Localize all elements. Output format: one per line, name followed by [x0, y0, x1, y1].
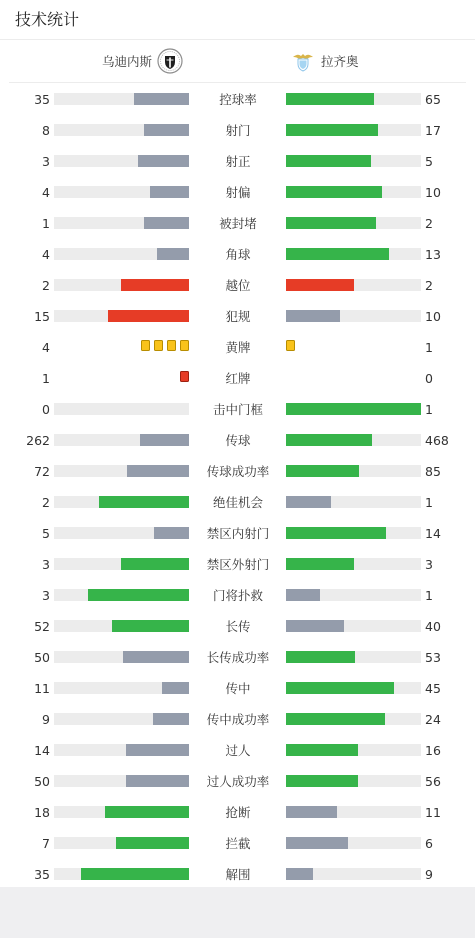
home-bar-fill	[140, 434, 189, 446]
stat-label: 射门	[225, 123, 251, 138]
home-value: 52	[34, 619, 50, 634]
away-bar-track	[286, 496, 421, 508]
home-bar-fill	[157, 248, 189, 260]
home-value: 72	[34, 464, 50, 479]
stat-row	[0, 146, 475, 177]
away-bar-fill	[286, 217, 376, 229]
yellow-card-icon	[167, 340, 176, 351]
home-bar-fill	[116, 837, 189, 849]
home-bar-track	[54, 527, 189, 539]
home-bar-track	[54, 465, 189, 477]
stat-label: 过人成功率	[206, 774, 270, 789]
home-bar-track	[54, 620, 189, 632]
away-bar-track	[286, 186, 421, 198]
away-bar-fill	[286, 744, 358, 756]
stat-label: 黄牌	[225, 340, 251, 355]
stat-label: 被封堵	[219, 216, 257, 231]
stat-row	[0, 115, 475, 146]
away-bar-fill	[286, 682, 394, 694]
stat-label: 犯规	[225, 309, 251, 324]
away-bar-fill	[286, 93, 374, 105]
away-value: 45	[425, 681, 441, 696]
away-value: 5	[425, 154, 433, 169]
home-bar-track	[54, 496, 189, 508]
home-bar-track	[54, 713, 189, 725]
away-bar-track	[286, 124, 421, 136]
away-bar-fill	[286, 124, 378, 136]
away-bar-track	[286, 279, 421, 291]
away-value: 1	[425, 588, 433, 603]
away-bar-fill	[286, 186, 382, 198]
stat-label: 长传成功率	[206, 650, 270, 665]
away-value: 6	[425, 836, 433, 851]
away-bar-track	[286, 806, 421, 818]
home-bar-fill	[138, 155, 189, 167]
away-bar-fill	[286, 248, 389, 260]
away-bar-fill	[286, 558, 354, 570]
home-bar-fill	[105, 806, 189, 818]
yellow-card-icon	[154, 340, 163, 351]
away-value: 1	[425, 340, 433, 355]
away-bar-track	[286, 465, 421, 477]
away-bar-track	[286, 217, 421, 229]
stat-row	[0, 84, 475, 115]
stat-row	[0, 642, 475, 673]
home-bar-track	[54, 558, 189, 570]
page-title: 技术统计	[0, 0, 475, 40]
stat-label: 传中	[225, 681, 251, 696]
home-value: 9	[42, 712, 50, 727]
home-bar-fill	[150, 186, 189, 198]
home-value: 11	[34, 681, 50, 696]
home-bar-fill	[144, 217, 189, 229]
home-bar-track	[54, 186, 189, 198]
stat-label: 越位	[225, 278, 251, 293]
home-bar-track	[54, 434, 189, 446]
home-bar-fill	[127, 465, 189, 477]
stat-label: 角球	[225, 247, 251, 262]
home-value: 1	[42, 371, 50, 386]
home-bar-track	[54, 589, 189, 601]
home-value: 35	[34, 867, 50, 882]
home-value: 4	[42, 340, 50, 355]
home-bar-track	[54, 744, 189, 756]
away-bar-track	[286, 527, 421, 539]
away-bar-fill	[286, 155, 371, 167]
away-bar-track	[286, 775, 421, 787]
home-bar-track	[54, 248, 189, 260]
away-value: 17	[425, 123, 441, 138]
home-bar-track	[54, 155, 189, 167]
stat-row	[0, 208, 475, 239]
home-value: 4	[42, 247, 50, 262]
away-bar-fill	[286, 279, 354, 291]
home-bar-track	[54, 217, 189, 229]
away-value: 2	[425, 216, 433, 231]
yellow-card-icon	[180, 340, 189, 351]
away-value: 85	[425, 464, 441, 479]
stat-row	[0, 332, 475, 363]
stat-row	[0, 859, 475, 890]
stat-label: 控球率	[219, 92, 257, 107]
stat-label: 传球	[225, 433, 251, 448]
home-value: 3	[42, 588, 50, 603]
home-value: 7	[42, 836, 50, 851]
stat-label: 禁区内射门	[206, 526, 270, 541]
away-bar-track	[286, 620, 421, 632]
away-bar-track	[286, 155, 421, 167]
home-bar-track	[54, 124, 189, 136]
away-team[interactable]	[290, 48, 359, 74]
udinese-crest-icon	[157, 48, 183, 74]
home-bar-track	[54, 403, 189, 415]
away-bar-fill	[286, 651, 355, 663]
home-bar-fill	[162, 682, 189, 694]
stat-label: 解围	[225, 867, 251, 882]
yellow-card-icon	[286, 340, 295, 351]
stat-label: 长传	[225, 619, 251, 634]
away-bar-fill	[286, 465, 359, 477]
home-value: 5	[42, 526, 50, 541]
away-bar-track	[286, 248, 421, 260]
away-value: 10	[425, 309, 441, 324]
away-value: 56	[425, 774, 441, 789]
home-bar-fill	[123, 651, 189, 663]
stat-row	[0, 549, 475, 580]
away-bar-track	[286, 868, 421, 880]
away-value: 40	[425, 619, 441, 634]
away-bar-fill	[286, 527, 386, 539]
home-team-name: 乌迪内斯	[101, 54, 152, 69]
away-value: 65	[425, 92, 441, 107]
stats-list	[0, 83, 475, 890]
home-red-cards	[180, 371, 189, 382]
home-value: 1	[42, 216, 50, 231]
away-bar-fill	[286, 434, 372, 446]
stat-row	[0, 735, 475, 766]
home-bar-fill	[153, 713, 189, 725]
stat-row	[0, 611, 475, 642]
home-value: 50	[34, 774, 50, 789]
away-bar-track	[286, 682, 421, 694]
stat-row	[0, 580, 475, 611]
away-bar-track	[286, 434, 421, 446]
away-value: 9	[425, 867, 433, 882]
stat-row	[0, 301, 475, 332]
home-bar-track	[54, 310, 189, 322]
away-value: 13	[425, 247, 441, 262]
home-bar-fill	[81, 868, 189, 880]
away-value: 3	[425, 557, 433, 572]
stat-label: 击中门框	[212, 402, 263, 417]
stat-row	[0, 766, 475, 797]
away-yellow-cards	[286, 340, 295, 351]
home-value: 3	[42, 154, 50, 169]
home-value: 3	[42, 557, 50, 572]
stat-label: 传球成功率	[206, 464, 270, 479]
red-card-icon	[180, 371, 189, 382]
away-value: 1	[425, 495, 433, 510]
stat-row	[0, 456, 475, 487]
home-value: 4	[42, 185, 50, 200]
away-bar-track	[286, 713, 421, 725]
stat-label: 过人	[225, 743, 251, 758]
home-value: 262	[26, 433, 50, 448]
home-value: 8	[42, 123, 50, 138]
home-bar-fill	[121, 279, 189, 291]
stat-row	[0, 797, 475, 828]
home-bar-fill	[121, 558, 189, 570]
away-bar-track	[286, 589, 421, 601]
home-bar-track	[54, 868, 189, 880]
stat-label: 红牌	[225, 371, 251, 386]
away-bar-track	[286, 403, 421, 415]
away-bar-fill	[286, 806, 337, 818]
stat-row	[0, 828, 475, 859]
stat-label: 射偏	[225, 185, 251, 200]
away-value: 10	[425, 185, 441, 200]
stat-row	[0, 394, 475, 425]
away-value: 24	[425, 712, 441, 727]
stat-row	[0, 239, 475, 270]
stat-row	[0, 270, 475, 301]
teams-header	[9, 40, 466, 83]
home-bar-track	[54, 682, 189, 694]
home-bar-fill	[126, 744, 189, 756]
stat-label: 门将扑救	[212, 588, 263, 603]
away-bar-fill	[286, 403, 421, 415]
away-value: 468	[425, 433, 449, 448]
away-value: 2	[425, 278, 433, 293]
home-value: 35	[34, 92, 50, 107]
home-team[interactable]	[102, 48, 183, 74]
stat-label: 抢断	[225, 805, 251, 820]
stat-label: 传中成功率	[206, 712, 270, 727]
home-bar-fill	[134, 93, 189, 105]
stat-row	[0, 177, 475, 208]
lazio-crest-icon	[290, 48, 316, 74]
home-value: 2	[42, 495, 50, 510]
away-bar-track	[286, 558, 421, 570]
away-value: 16	[425, 743, 441, 758]
away-bar-fill	[286, 620, 344, 632]
home-bar-fill	[88, 589, 189, 601]
away-bar-fill	[286, 310, 340, 322]
away-bar-fill	[286, 775, 358, 787]
home-bar-fill	[99, 496, 189, 508]
home-yellow-cards	[141, 340, 189, 351]
home-bar-track	[54, 837, 189, 849]
away-bar-fill	[286, 868, 313, 880]
yellow-card-icon	[141, 340, 150, 351]
away-bar-track	[286, 310, 421, 322]
home-value: 50	[34, 650, 50, 665]
stat-row	[0, 425, 475, 456]
home-bar-track	[54, 806, 189, 818]
away-bar-fill	[286, 496, 331, 508]
stat-label: 禁区外射门	[206, 557, 270, 572]
stat-row	[0, 363, 475, 394]
home-bar-track	[54, 279, 189, 291]
stat-row	[0, 673, 475, 704]
stat-row	[0, 704, 475, 735]
away-team-name: 拉齐奥	[321, 54, 359, 69]
away-value: 0	[425, 371, 433, 386]
away-bar-fill	[286, 589, 320, 601]
away-value: 11	[425, 805, 441, 820]
home-value: 0	[42, 402, 50, 417]
away-value: 53	[425, 650, 441, 665]
home-value: 14	[34, 743, 50, 758]
stat-label: 射正	[225, 154, 251, 169]
stat-row	[0, 487, 475, 518]
away-bar-track	[286, 651, 421, 663]
home-value: 2	[42, 278, 50, 293]
away-value: 1	[425, 402, 433, 417]
away-bar-fill	[286, 713, 385, 725]
away-value: 14	[425, 526, 441, 541]
home-bar-fill	[126, 775, 189, 787]
away-bar-fill	[286, 837, 348, 849]
stat-label: 绝佳机会	[212, 495, 263, 510]
away-bar-track	[286, 744, 421, 756]
home-value: 18	[34, 805, 50, 820]
away-bar-track	[286, 837, 421, 849]
stat-row	[0, 518, 475, 549]
home-bar-fill	[144, 124, 189, 136]
home-bar-fill	[108, 310, 189, 322]
home-value: 15	[34, 309, 50, 324]
away-bar-track	[286, 93, 421, 105]
home-bar-fill	[154, 527, 189, 539]
home-bar-fill	[112, 620, 189, 632]
home-bar-track	[54, 93, 189, 105]
home-bar-track	[54, 651, 189, 663]
home-bar-track	[54, 775, 189, 787]
stat-label: 拦截	[225, 836, 251, 851]
